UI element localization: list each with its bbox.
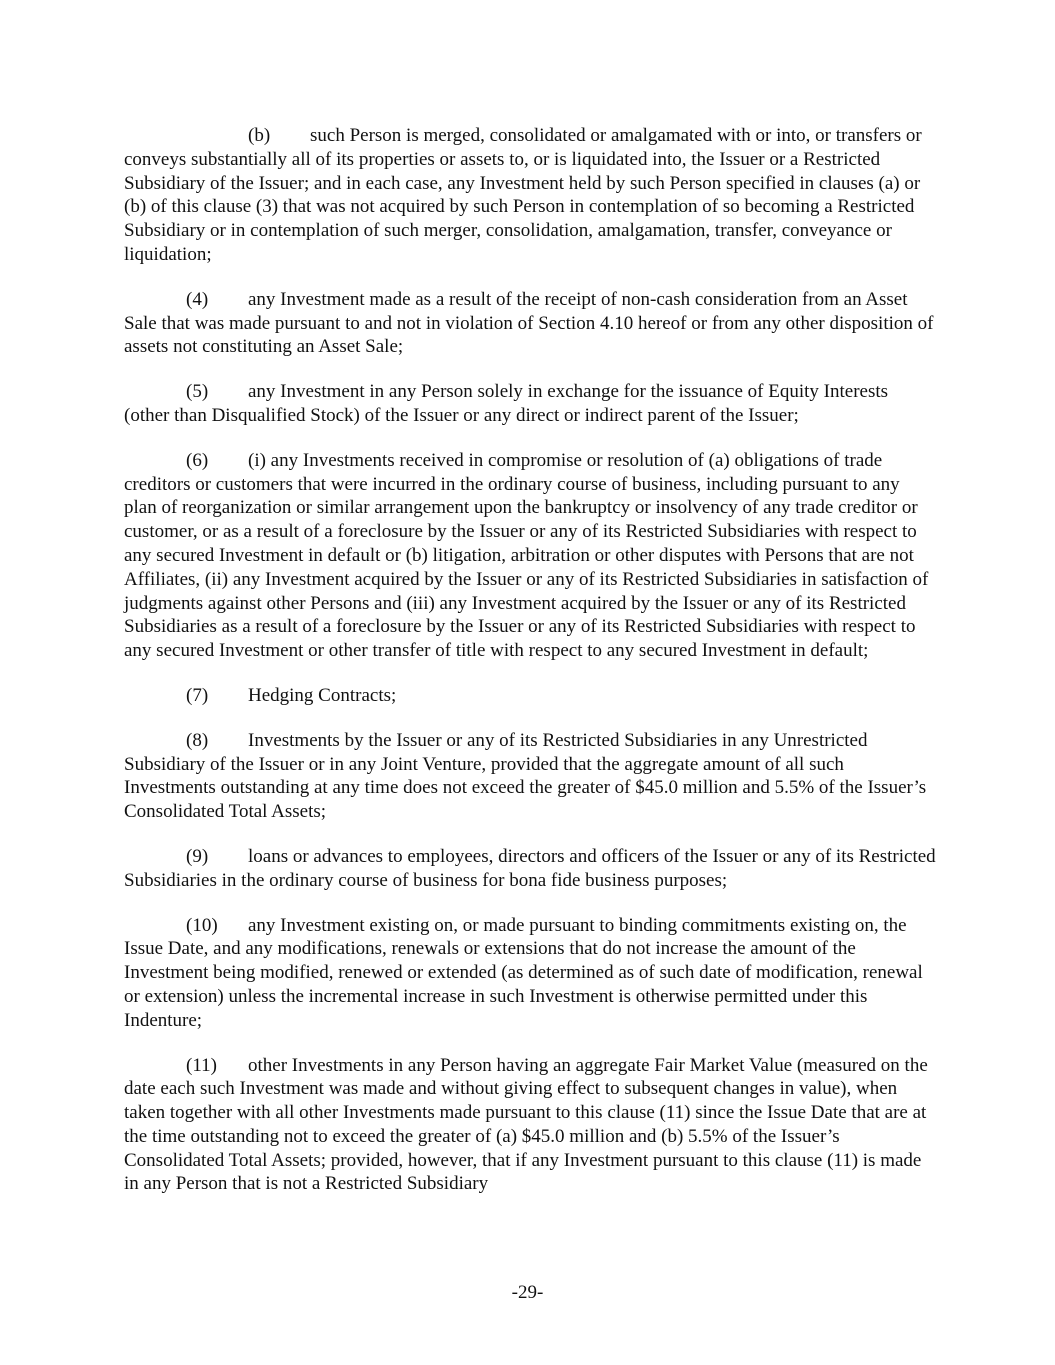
clause-label: (b) [248,125,271,146]
document-body [124,124,936,1217]
paragraph-clause-9 [124,845,936,893]
clause-label: (9) [186,845,209,867]
clause-text: other Investments in any Person having an aggregate Fair Market Value (measured on the date each such Investment was made and without giving effect to subsequent changes in value), when taken together with all other Investments made pursuant to this clause (11) since the Issue Date that are at the time outstanding not to exceed the greater of (a) $45.0 million and (b) 5.5% of the Issuer’s Consolidated Total Assets; provided, however, that if any Investment pursuant to this clause (11) is made in any Person that is not a Restricted Subsidiary [124,1054,928,1195]
paragraph-clause-5 [124,380,936,428]
clause-text: Investments by the Issuer or any of its Restricted Subsidiaries in any Unrestricted Subsidiary of the Issuer or in any Joint Venture, provided that the aggregate amount of all such Investments outstanding at any time does not exceed the greater of $45.0 million and 5.5% of the Issuer’s Consolidated Total Assets; [124,729,927,823]
paragraph-clause-7 [124,684,936,708]
paragraph-clause-10 [124,914,936,1033]
paragraph-clause-4 [124,288,936,359]
clause-text: Hedging Contracts; [248,684,397,706]
paragraph-clause-8 [124,729,936,824]
clause-label: (8) [186,729,209,751]
clause-text: loans or advances to employees, directors and officers of the Issuer or any of its Restricted Subsidiaries in the ordinary course of business for bona fide business purposes; [124,845,936,891]
paragraph-clause-11 [124,1054,936,1197]
clause-label: (11) [186,1054,217,1076]
clause-label: (7) [186,684,209,706]
clause-label: (4) [186,288,209,310]
paragraph-clause-b [124,124,936,267]
clause-text: any Investment made as a result of the receipt of non-cash consideration from an Asset Sale that was made pursuant to and not in violation of Section 4.10 hereof or from any other disposition of assets not constituting an Asset Sale; [124,288,934,358]
clause-text: any Investment in any Person solely in exchange for the issuance of Equity Interests (other than Disqualified Stock) of the Issuer or any direct or indirect parent of the Issuer; [124,381,889,426]
clause-label: (10) [186,914,218,936]
clause-text: (i) any Investments received in compromise or resolution of (a) obligations of trade creditors or customers that were incurred in the ordinary course of business, including pursuant to any plan of reorganization or similar arrangement upon the bankruptcy or insolvency of any trade creditor or customer, or as a result of a foreclosure by the Issuer or any of its Restricted Subsidiaries with respect to any secured Investment in default or (b) litigation, arbitration or other disputes with Persons that are not Affiliates, (ii) any Investment acquired by the Issuer or any of its Restricted Subsidiaries in satisfaction of judgments against other Persons and (iii) any Investment acquired by the Issuer or any of its Restricted Subsidiaries as a result of a foreclosure by the Issuer or any of its Restricted Subsidiaries with respect to any secured Investment or other transfer of title with respect to any secured Investment in default; [124,449,929,662]
clause-label: (5) [186,381,209,403]
clause-text: such Person is merged, consolidated or amalgamated with or into, or transfers or conveys substantially all of its properties or assets to, or is liquidated into, the Issuer or a Restricted Subsidiary of the Issuer; and in each case, any Investment held by such Person specified in clauses (a) or (b) of this clause (3) that was not acquired by such Person in contemplation of so becoming a Restricted Subsidiary or in contemplation of such merger, consolidation, amalgamation, transfer, conveyance or liquidation; [124,125,922,265]
page-number: -29- [511,1282,544,1303]
clause-text: any Investment existing on, or made pursuant to binding commitments existing on, the Issue Date, and any modifications, renewals or extensions that do not increase the amount of the Investment being modified, renewed or extended (as determined as of such date of modification, renewal or extension) unless the incremental increase in such Investment is otherwise permitted under this Indenture; [124,914,923,1031]
clause-label: (6) [186,449,209,471]
paragraph-clause-6 [124,449,936,663]
